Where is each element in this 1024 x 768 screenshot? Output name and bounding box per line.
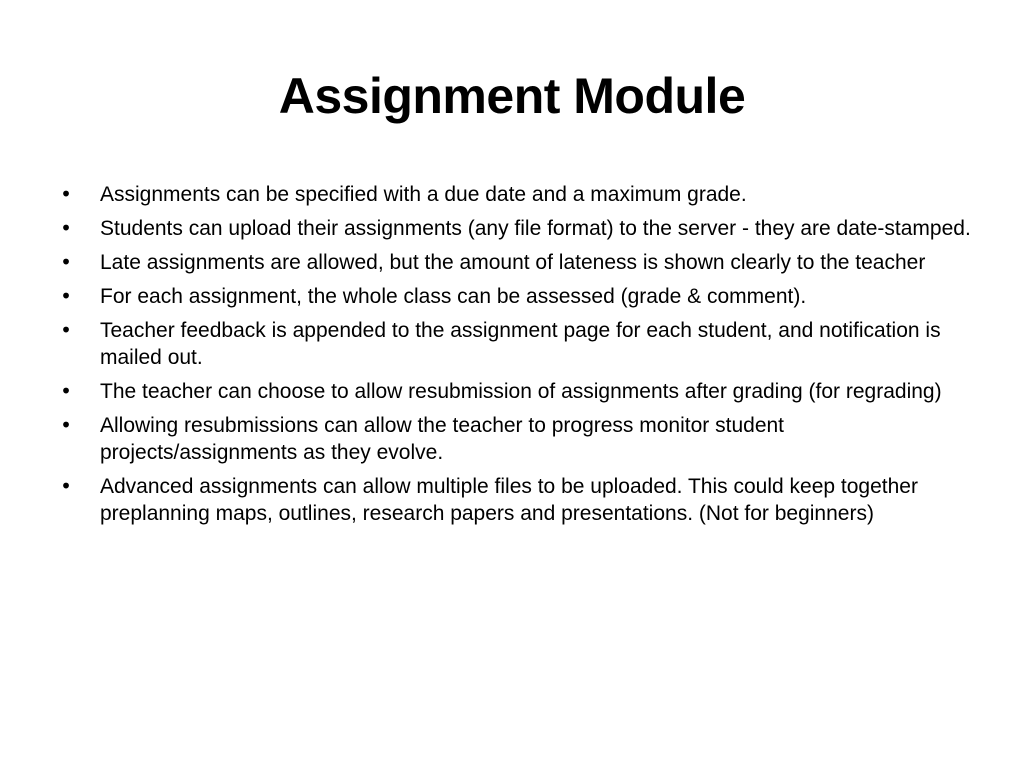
bullet-text: Assignments can be specified with a due date and a maximum grade. xyxy=(100,183,747,206)
bullet-text: Students can upload their assignments (any file format) to the server - they are date-stamped. xyxy=(100,217,971,240)
bullet-marker: • xyxy=(60,182,72,206)
bullet-marker: • xyxy=(60,474,72,498)
bullet-text: Advanced assignments can allow multiple files to be uploaded. This could keep together preplanning maps, outlines, research papers and presentations. (Not for beginners) xyxy=(100,475,918,525)
bullet-item xyxy=(56,181,971,208)
bullet-text: For each assignment, the whole class can be assessed (grade & comment). xyxy=(100,285,807,308)
bullet-item xyxy=(56,317,971,371)
bullet-marker: • xyxy=(60,379,72,403)
bullet-marker: • xyxy=(60,284,72,308)
bullet-marker: • xyxy=(60,413,72,437)
bullet-marker: • xyxy=(60,250,72,274)
bullet-item xyxy=(56,215,971,242)
bullet-text: Teacher feedback is appended to the assignment page for each student, and notification is mailed out. xyxy=(100,319,941,369)
bullet-text: The teacher can choose to allow resubmission of assignments after grading (for regrading) xyxy=(100,380,942,403)
bullet-text: Allowing resubmissions can allow the teacher to progress monitor student projects/assignments as they evolve. xyxy=(100,414,785,464)
bullet-marker: • xyxy=(60,216,72,240)
bullet-item xyxy=(56,473,971,527)
slide-title: Assignment Module xyxy=(278,68,746,124)
bullet-list xyxy=(56,181,971,534)
bullet-text: Late assignments are allowed, but the amount of lateness is shown clearly to the teacher xyxy=(100,251,926,274)
bullet-item xyxy=(56,249,971,276)
bullet-item xyxy=(56,378,971,405)
bullet-item xyxy=(56,283,971,310)
bullet-item xyxy=(56,412,971,466)
bullet-marker: • xyxy=(60,318,72,342)
